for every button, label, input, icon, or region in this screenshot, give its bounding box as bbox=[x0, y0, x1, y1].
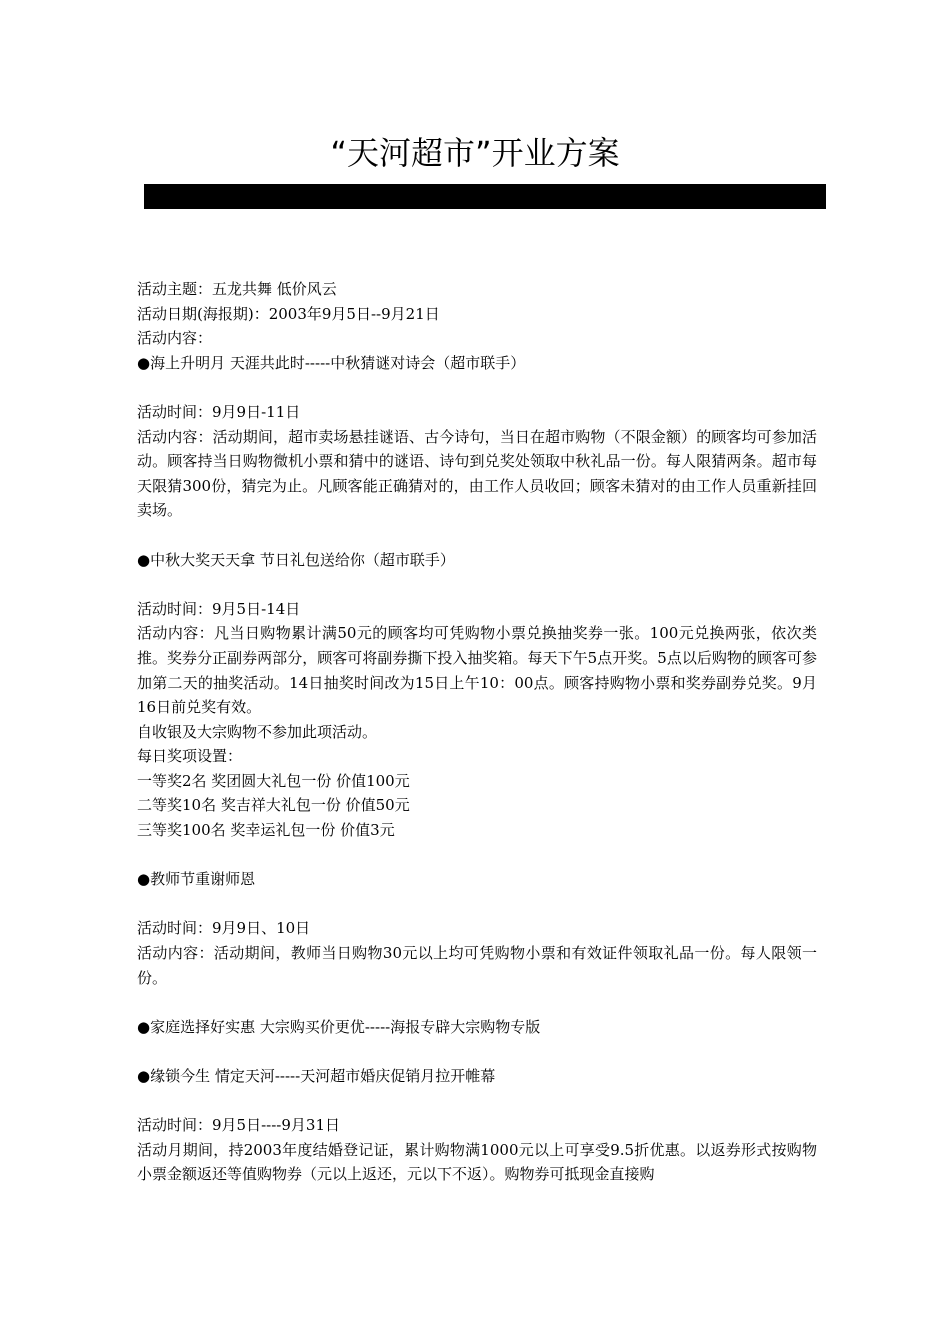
blank-line bbox=[137, 843, 817, 868]
section-lottery-prize-label: 每日奖项设置： bbox=[137, 747, 243, 766]
activity-theme: 活动主题：五龙共舞 低价风云 bbox=[137, 280, 337, 298]
document-title: “天河超市”开业方案 bbox=[330, 134, 620, 172]
blank-line bbox=[137, 523, 817, 548]
activity-content-label: 活动内容： bbox=[137, 329, 213, 348]
blank-line bbox=[137, 892, 817, 917]
section-lottery-heading: ●中秋大奖天天拿 节日礼包送给你（超市联手） bbox=[137, 550, 455, 569]
blank-line bbox=[137, 572, 817, 597]
prize-first: 一等奖2名 奖团圆大礼包一份 价值100元 bbox=[137, 771, 410, 790]
prize-third: 三等奖100名 奖幸运礼包一份 价值3元 bbox=[137, 821, 395, 840]
blank-line bbox=[137, 1089, 817, 1114]
section-lottery-time: 活动时间：9月5日-14日 bbox=[137, 599, 301, 618]
section-lottery-note: 自收银及大宗购物不参加此项活动。 bbox=[137, 722, 378, 741]
blank-line bbox=[137, 990, 817, 1015]
section-bulk-purchase-heading: ●家庭选择好实惠 大宗购买价更优-----海报专辟大宗购物专版 bbox=[137, 1017, 541, 1036]
document-body bbox=[137, 277, 817, 1187]
section-mid-autumn-riddle-desc: 活动内容：活动期间，超市卖场悬挂谜语、古今诗句，当日在超市购物（不限金额）的顾客均可参加活动。顾客持当日购物微机小票和猜中的谜语、诗句到兑奖处领取中秋礼品一份。每人限猜两条。超市每天限猜300份，猜完为止。凡顾客能正确猜对的，由工作人员收回；顾客未猜对的由工作人员重新挂回卖场。 bbox=[137, 427, 817, 520]
blank-line bbox=[137, 1039, 817, 1064]
section-lottery-desc: 活动内容：凡当日购物累计满50元的顾客均可凭购物小票兑换抽奖券一张。100元兑换两张，依次类推。奖券分正副券两部分，顾客可将副券撕下投入抽奖箱。每天下午5点开奖。5点以后购物的顾客可参加第二天的抽奖活动。14日抽奖时间改为15日上午10：00点。顾客持购物小票和奖券副券兑奖。9月16日前兑奖有效。 bbox=[137, 624, 817, 717]
section-teachers-day-heading: ●教师节重谢师恩 bbox=[137, 870, 256, 889]
section-wedding-time: 活动时间：9月5日----9月31日 bbox=[137, 1116, 340, 1135]
section-mid-autumn-riddle-time: 活动时间：9月9日-11日 bbox=[137, 402, 301, 421]
blank-line bbox=[137, 375, 817, 400]
section-teachers-day-time: 活动时间：9月9日、10日 bbox=[137, 919, 311, 938]
section-wedding-desc: 活动月期间，持2003年度结婚登记证，累计购物满1000元以上可享受9.5折优惠。以返券形式按购物小票金额返还等值购物券（元以上返还，元以下不返）。购物券可抵现金直接购 bbox=[137, 1140, 817, 1184]
activity-date: 活动日期(海报期)：2003年9月5日--9月21日 bbox=[137, 304, 440, 323]
title-divider-bar bbox=[144, 184, 826, 209]
section-mid-autumn-riddle-heading: ●海上升明月 天涯共此时-----中秋猜谜对诗会（超市联手） bbox=[137, 353, 526, 372]
section-wedding-heading: ●缘锁今生 情定天河-----天河超市婚庆促销月拉开帷幕 bbox=[137, 1067, 496, 1085]
section-teachers-day-desc: 活动内容：活动期间，教师当日购物30元以上均可凭购物小票和有效证件领取礼品一份。每人限领一份。 bbox=[137, 944, 817, 987]
prize-second: 二等奖10名 奖吉祥大礼包一份 价值50元 bbox=[137, 796, 410, 815]
